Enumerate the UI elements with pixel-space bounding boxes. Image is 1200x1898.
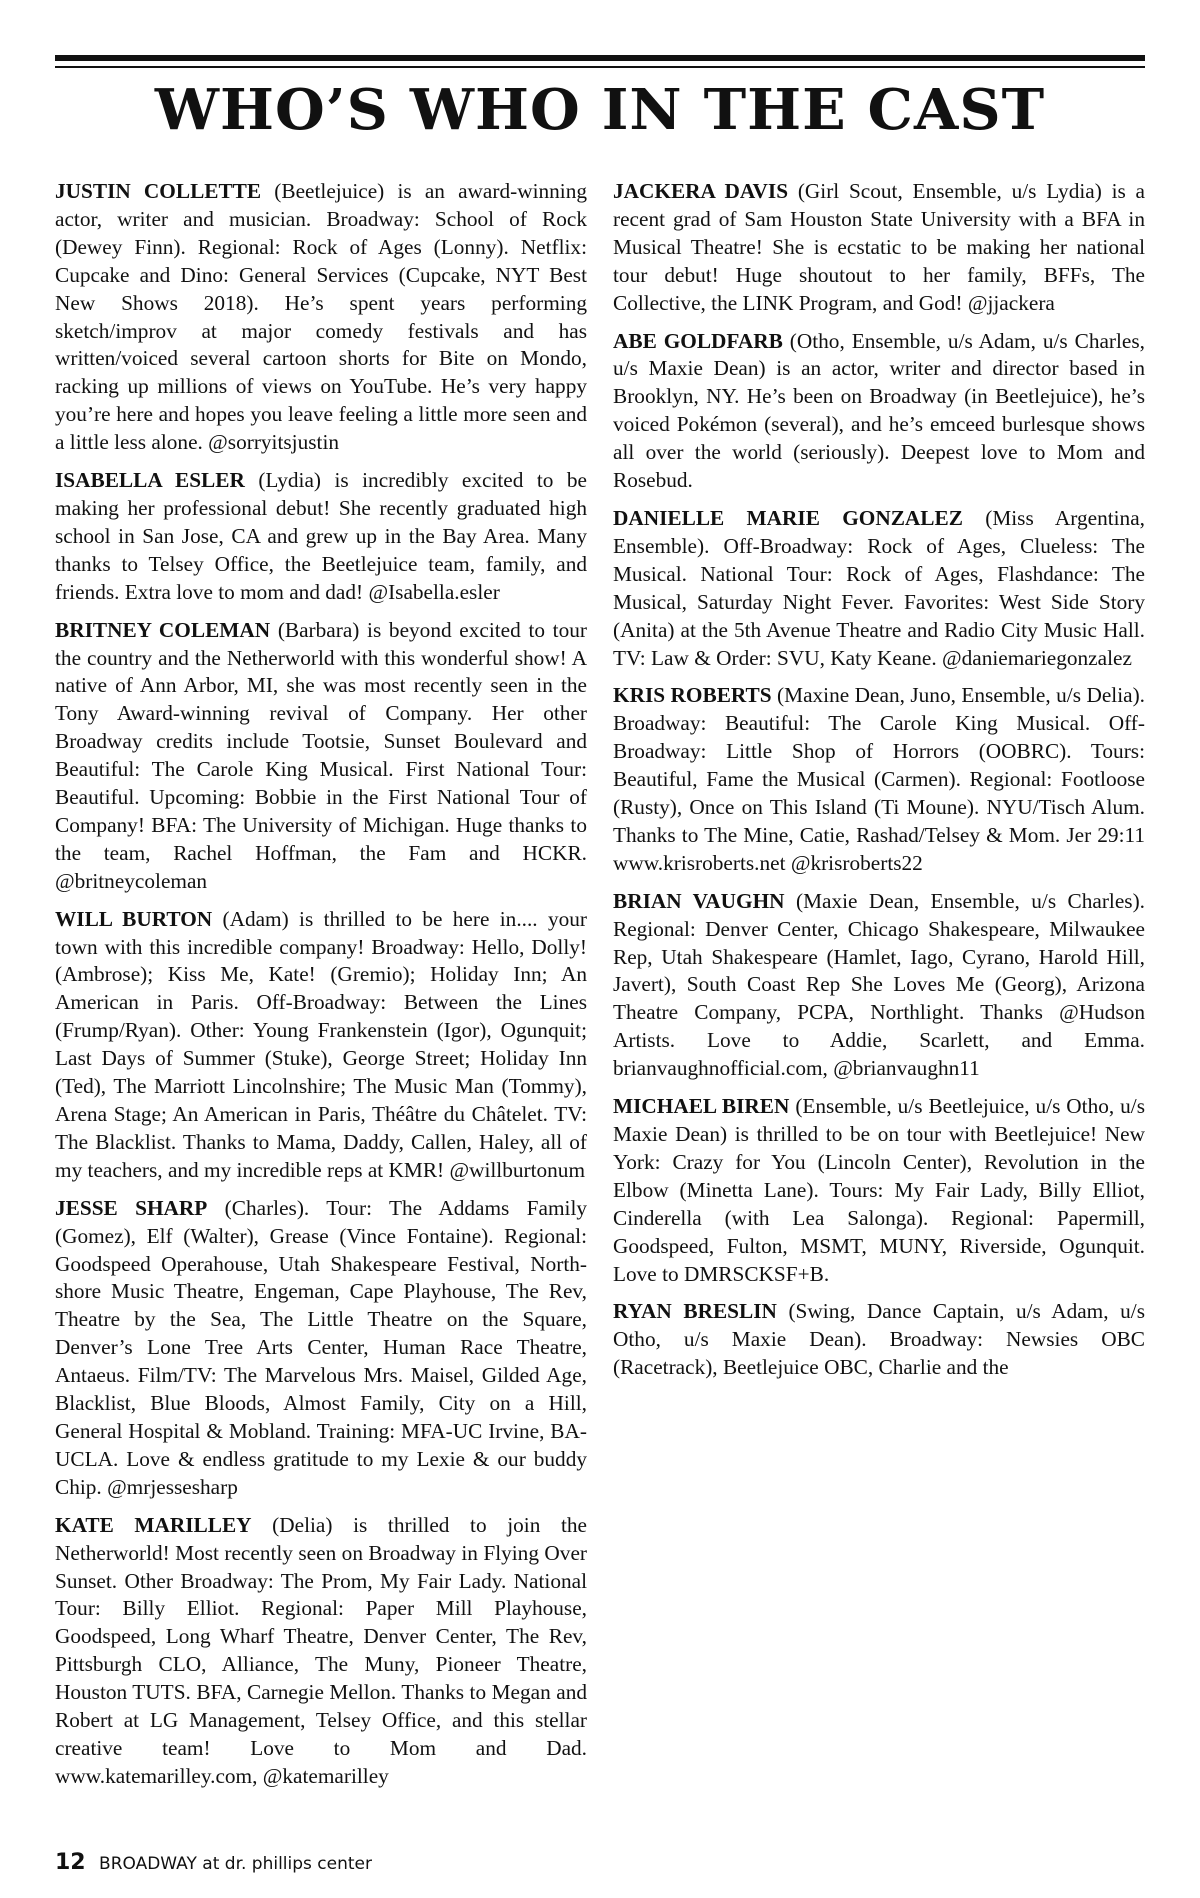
bio-abe-goldfarb: [613, 328, 1145, 495]
bio-jackera-davis: [613, 178, 1145, 318]
bio-ryan-breslin: [613, 1298, 1145, 1382]
bio-danielle-marie-gonzalez: [613, 505, 1145, 672]
bio-text: (Ensemble, u/s Beetlejuice, u/s Otho, u/s Maxie Dean) is thrilled to be on tour with Beetlejuice! New York: Crazy for You (Lincoln Center), Revolution in the Elbow (Minetta Lane). Tours: My Fair Lady, Billy Elliot, Cinderella (with Lea Salonga). Regional: Papermill, Goodspeed, Fulton, MSMT, MUNY, Riverside, Ogunquit. Love to DMRSCKSF+B.: [613, 1094, 1146, 1286]
page-title: WHO’S WHO IN THE CAST: [154, 77, 1046, 143]
bio-name: JESSE SHARP: [55, 1195, 208, 1220]
bio-kate-marilley: [55, 1512, 587, 1791]
bio-text: (Maxie Dean, Ensemble, u/s Charles). Regional: Denver Center, Chicago Shakespeare, Milwaukee Rep, Utah Shakespeare (Hamlet, Iago, Cyrano, Harold Hill, Javert), South Coast Rep She Loves Me (Georg), Arizona Theatre Company, PCPA, Northlight. Thanks @Hudson Artists. Love to Addie, Scarlett, and Emma. brianvaughnofficial.com, @brianvaughn11: [613, 888, 1146, 1081]
bio-text: (Charles). Tour: The Addams Family (Gomez), Elf (Walter), Grease (Vince Fontaine). Regional: Goodspeed Operahouse, Utah Shakespeare Festival, North-shore Music Theatre, Engeman, Cape Playhouse, The Rev, Theatre by the Sea, The Little Theatre on the Square, Denver’s Lone Tree Arts Center, Human Race Theatre, Antaeus. Film/TV: The Marvelous Mrs. Maisel, Gilded Age, Blacklist, Blue Bloods, Almost Family, City on a Hill, General Hospital & Mobland. Training: MFA-UC Irvine, BA-UCLA. Love & endless gratitude to my Lexie & our buddy Chip. @mrjessesharp: [55, 1195, 588, 1499]
bio-column-right: [613, 178, 1145, 1392]
bio-name: ISABELLA ESLER: [55, 468, 245, 493]
bio-isabella-esler: [55, 467, 587, 607]
header-rule-thin: [55, 66, 1145, 68]
bio-michael-biren: [613, 1093, 1145, 1288]
bio-text: (Swing, Dance Captain, u/s Adam, u/s Otho, u/s Maxie Dean). Broadway: Newsies OBC (Racetrack), Beetlejuice OBC, Charlie and the: [613, 1299, 1145, 1380]
bio-name: KATE MARILLEY: [55, 1512, 252, 1537]
bio-name: JUSTIN COLLETTE: [55, 179, 262, 203]
page-number: 12: [55, 1850, 86, 1875]
bio-name: WILL BURTON: [55, 906, 213, 931]
bio-text: (Beetlejuice) is an award-winning actor, writer and musician. Broadway: School of Rock (Dewey Finn). Regional: Rock of Ages (Lonny). Netflix: Cupcake and Dino: General Services (Cupcake, NYT Best New Shows 2018). He’s spent years performing sketch/improv at major comedy festivals and has written/voiced several cartoon shorts for Bite on Mondo, racking up millions of views on YouTube. He’s very happy you’re here and hopes you leave feeling a little more seen and a little less alone. @sorryitsjustin: [55, 179, 588, 455]
bio-will-burton: [55, 906, 587, 1185]
bio-name: BRITNEY COLEMAN: [55, 617, 271, 642]
page-footer: [55, 1850, 372, 1875]
bio-jesse-sharp: [55, 1195, 587, 1502]
bio-text: (Otho, Ensemble, u/s Adam, u/s Charles, u/s Maxie Dean) is an actor, writer and director based in Brooklyn, NY. He’s been on Broadway (in Beetlejuice), he’s voiced Pokémon (several), and he’s emceed burlesque shows all over the world (seriously). Deepest love to Mom and Rosebud.: [613, 328, 1145, 493]
bio-brian-vaughn: [613, 888, 1145, 1083]
bio-name: RYAN BRESLIN: [613, 1299, 777, 1324]
publication-name: BROADWAY at dr. phillips center: [99, 1854, 373, 1874]
bio-text: (Barbara) is beyond excited to tour the country and the Netherworld with this wonderful show! A native of Ann Arbor, MI, she was most recently seen in the Tony Award-winning revival of Company. Her other Broadway credits include Tootsie, Sunset Boulevard and Beautiful: The Carole King Musical. First National Tour: Beautiful. Upcoming: Bobbie in the First National Tour of Company! BFA: The University of Michigan. Huge thanks to the team, Rachel Hoffman, the Fam and HCKR. @britneycoleman: [55, 617, 587, 893]
bio-text: (Maxine Dean, Juno, Ensemble, u/s Delia). Broadway: Beautiful: The Carole King Musical. Off-Broadway: Little Shop of Horrors (OOBRC). Tours: Beautiful, Fame the Musical (Carmen). Regional: Footloose (Rusty), Once on This Island (Ti Moune). NYU/Tisch Alum. Thanks to The Mine, Catie, Rashad/Telsey & Mom. Jer 29:11 www.krisroberts.net @krisroberts22: [613, 683, 1146, 875]
header-rule-thick: [55, 55, 1145, 61]
bio-britney-coleman: [55, 617, 587, 896]
bio-text: (Miss Argentina, Ensemble). Off-Broadway: Rock of Ages, Clueless: The Musical. National Tour: Rock of Ages, Flashdance: The Musical, Saturday Night Fever. Favorites: West Side Story (Anita) at the 5th Avenue Theatre and Radio City Music Hall. TV: Law & Order: SVU, Katy Keane. @daniemariegonzalez: [613, 505, 1145, 670]
bio-kris-roberts: [613, 682, 1145, 877]
bio-text: (Girl Scout, Ensemble, u/s Lydia) is a recent grad of Sam Houston State University with a BFA in Musical Theatre! She is ecstatic to be making her national tour debut! Huge shoutout to her family, BFFs, The Collective, the LINK Program, and God! @jjackera: [613, 179, 1145, 315]
bio-name: BRIAN VAUGHN: [613, 888, 785, 913]
bio-column-left: [55, 178, 587, 1801]
bio-text: (Adam) is thrilled to be here in.... your town with this incredible company! Broadway: Hello, Dolly! (Ambrose); Kiss Me, Kate! (Gremio); Holiday Inn; An American in Paris. Off-Broadway: Between the Lines (Frump/Ryan). Other: Young Frankenstein (Igor), Ogunquit; Last Days of Summer (Stuke), George Street; Holiday Inn (Ted), The Marriott Lincolnshire; The Music Man (Tommy), Arena Stage; An American in Paris, Théâtre du Châtelet. TV: The Blacklist. Thanks to Mama, Daddy, Callen, Haley, all of my teachers, and my incredible reps at KMR! @willburtonum: [55, 906, 587, 1182]
bio-name: DANIELLE MARIE GONZALEZ: [613, 505, 963, 530]
bio-justin-collette: [55, 178, 587, 457]
bio-name: MICHAEL BIREN: [613, 1094, 790, 1119]
bio-text: (Delia) is thrilled to join the Netherworld! Most recently seen on Broadway in Flying Over Sunset. Other Broadway: The Prom, My Fair Lady. National Tour: Billy Elliot. Regional: Paper Mill Playhouse, Goodspeed, Long Wharf Theatre, Denver Center, The Rev, Pittsburgh CLO, Alliance, The Muny, Pioneer Theatre, Houston TUTS. BFA, Carnegie Mellon. Thanks to Megan and Robert at LG Management, Telsey Office, and this stellar creative team! Love to Mom and Dad. www.katemarilley.com, @katemarilley: [55, 1512, 587, 1788]
bio-name: ABE GOLDFARB: [613, 328, 783, 353]
bio-name: KRIS ROBERTS: [613, 683, 772, 708]
bio-name: JACKERA DAVIS: [613, 179, 789, 203]
bio-text: (Lydia) is incredibly excited to be making her professional debut! She recently graduated high school in San Jose, CA and grew up in the Bay Area. Many thanks to Telsey Office, the Beetlejuice team, family, and friends. Extra love to mom and dad! @Isabella.esler: [55, 468, 588, 604]
